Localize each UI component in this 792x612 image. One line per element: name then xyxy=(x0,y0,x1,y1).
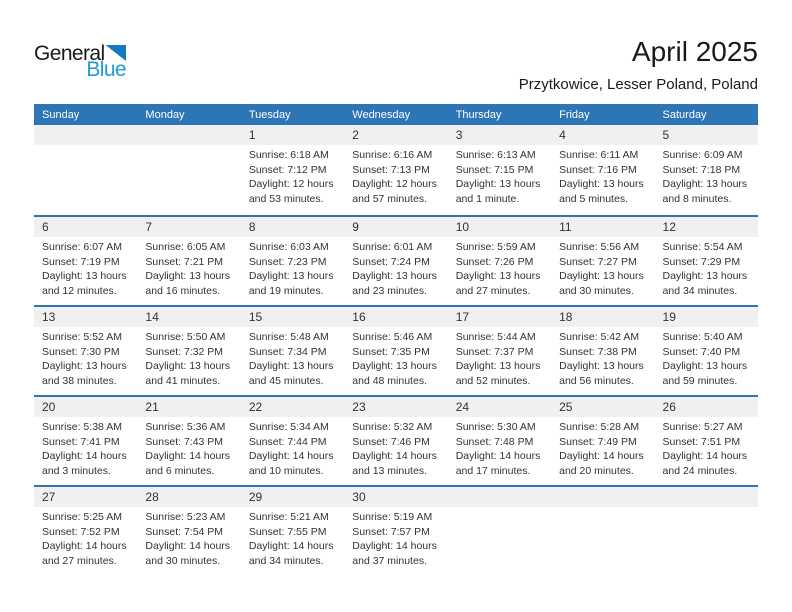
day-details xyxy=(551,327,654,388)
day-number: 5 xyxy=(655,125,758,145)
sunrise-text: Sunrise: 5:52 AM xyxy=(42,331,122,343)
logo-text-blue: Blue xyxy=(86,58,126,81)
sunset-text: Sunset: 7:44 PM xyxy=(248,435,327,448)
calendar-cell-day-28 xyxy=(137,487,240,575)
sunrise-text: Sunrise: 6:16 AM xyxy=(352,149,433,161)
day-number xyxy=(34,125,137,145)
day-details xyxy=(551,237,654,298)
calendar-cell-day-16 xyxy=(344,307,447,395)
day-details xyxy=(137,417,240,478)
day-number: 20 xyxy=(34,397,137,417)
calendar-cell-day-25 xyxy=(551,397,654,485)
calendar-cell-day-10 xyxy=(448,217,551,305)
day-details xyxy=(137,237,240,298)
daylight-text: Daylight: 14 hours and 20 minutes. xyxy=(559,450,644,477)
daylight-text: Daylight: 13 hours and 16 minutes. xyxy=(145,270,231,297)
week-row xyxy=(34,305,758,395)
sunset-text: Sunset: 7:37 PM xyxy=(455,345,534,358)
calendar-cell-day-20 xyxy=(34,397,137,485)
sunset-text: Sunset: 7:38 PM xyxy=(559,345,637,358)
sunrise-text: Sunrise: 5:54 AM xyxy=(662,241,743,253)
daylight-text: Daylight: 13 hours and 19 minutes. xyxy=(248,270,334,297)
sunrise-text: Sunrise: 5:36 AM xyxy=(145,421,226,433)
sunrise-text: Sunrise: 5:59 AM xyxy=(455,241,536,253)
sunset-text: Sunset: 7:24 PM xyxy=(352,255,430,268)
day-number: 4 xyxy=(551,125,654,145)
daylight-text: Daylight: 14 hours and 10 minutes. xyxy=(248,450,334,477)
sunrise-text: Sunrise: 5:44 AM xyxy=(455,331,536,343)
day-details xyxy=(344,145,447,206)
daylight-text: Daylight: 13 hours and 56 minutes. xyxy=(559,360,644,387)
sunrise-text: Sunrise: 5:23 AM xyxy=(145,511,226,523)
daylight-text: Daylight: 13 hours and 48 minutes. xyxy=(352,360,437,387)
sunset-text: Sunset: 7:51 PM xyxy=(662,435,741,448)
calendar-cell-day-6 xyxy=(34,217,137,305)
daylight-text: Daylight: 13 hours and 8 minutes. xyxy=(662,178,748,205)
sunrise-text: Sunrise: 5:56 AM xyxy=(559,241,640,253)
page-title: April 2025 xyxy=(631,36,758,67)
weekday-header-row xyxy=(34,104,758,125)
daylight-text: Daylight: 13 hours and 30 minutes. xyxy=(559,270,644,297)
day-details xyxy=(655,145,758,206)
calendar-cell-day-26 xyxy=(655,397,758,485)
calendar-cell-day-2 xyxy=(344,125,447,215)
day-details xyxy=(448,237,551,298)
day-details xyxy=(448,327,551,388)
day-number: 19 xyxy=(655,307,758,327)
calendar-cell-day-9 xyxy=(344,217,447,305)
daylight-text: Daylight: 14 hours and 37 minutes. xyxy=(352,540,437,567)
sunset-text: Sunset: 7:13 PM xyxy=(352,163,430,176)
calendar-cell-day-1 xyxy=(241,125,344,215)
sunset-text: Sunset: 7:57 PM xyxy=(352,525,430,538)
day-details xyxy=(34,417,137,478)
calendar-cell-day-3 xyxy=(448,125,551,215)
sunset-text: Sunset: 7:54 PM xyxy=(145,525,224,538)
day-number xyxy=(137,125,240,145)
day-number: 27 xyxy=(34,487,137,507)
calendar-cell-day-18 xyxy=(551,307,654,395)
sunset-text: Sunset: 7:52 PM xyxy=(42,525,120,538)
daylight-text: Daylight: 13 hours and 23 minutes. xyxy=(352,270,437,297)
calendar-cell-day-4 xyxy=(551,125,654,215)
day-details xyxy=(34,327,137,388)
daylight-text: Daylight: 14 hours and 17 minutes. xyxy=(455,450,541,477)
day-number: 28 xyxy=(137,487,240,507)
day-details xyxy=(448,417,551,478)
day-details xyxy=(551,417,654,478)
day-details xyxy=(137,507,240,568)
sunset-text: Sunset: 7:18 PM xyxy=(662,163,741,176)
sunset-text: Sunset: 7:26 PM xyxy=(455,255,534,268)
day-number: 12 xyxy=(655,217,758,237)
sunrise-text: Sunrise: 5:19 AM xyxy=(352,511,433,523)
sunrise-text: Sunrise: 5:32 AM xyxy=(352,421,433,433)
day-details xyxy=(241,145,344,206)
weekday-label-tuesday: Tuesday xyxy=(248,108,291,121)
daylight-text: Daylight: 13 hours and 34 minutes. xyxy=(662,270,748,297)
day-number: 7 xyxy=(137,217,240,237)
sunrise-text: Sunrise: 6:05 AM xyxy=(145,241,226,253)
calendar-cell-day-8 xyxy=(241,217,344,305)
daylight-text: Daylight: 14 hours and 6 minutes. xyxy=(145,450,231,477)
logo-text-general: General xyxy=(34,42,105,65)
day-number: 13 xyxy=(34,307,137,327)
weekday-label-sunday: Sunday xyxy=(42,108,80,121)
week-row xyxy=(34,215,758,305)
day-details xyxy=(241,237,344,298)
daylight-text: Daylight: 13 hours and 27 minutes. xyxy=(455,270,541,297)
calendar-cell-empty xyxy=(448,487,551,575)
daylight-text: Daylight: 14 hours and 34 minutes. xyxy=(248,540,334,567)
page-header xyxy=(0,0,792,104)
weekday-label-wednesday: Wednesday xyxy=(352,108,411,121)
daylight-text: Daylight: 14 hours and 30 minutes. xyxy=(145,540,231,567)
day-number: 21 xyxy=(137,397,240,417)
day-number: 25 xyxy=(551,397,654,417)
day-number: 26 xyxy=(655,397,758,417)
daylight-text: Daylight: 13 hours and 59 minutes. xyxy=(662,360,748,387)
daylight-text: Daylight: 14 hours and 13 minutes. xyxy=(352,450,437,477)
week-row xyxy=(34,395,758,485)
day-number: 10 xyxy=(448,217,551,237)
calendar-cell-day-7 xyxy=(137,217,240,305)
day-details xyxy=(551,145,654,206)
sunset-text: Sunset: 7:30 PM xyxy=(42,345,120,358)
calendar-cell-empty xyxy=(137,125,240,215)
day-details xyxy=(655,327,758,388)
day-details xyxy=(448,145,551,206)
calendar-cell-empty xyxy=(34,125,137,215)
sunset-text: Sunset: 7:55 PM xyxy=(248,525,327,538)
daylight-text: Daylight: 14 hours and 24 minutes. xyxy=(662,450,748,477)
calendar-cell-day-27 xyxy=(34,487,137,575)
day-number: 1 xyxy=(241,125,344,145)
calendar-cell-day-11 xyxy=(551,217,654,305)
calendar-cell-day-17 xyxy=(448,307,551,395)
sunset-text: Sunset: 7:23 PM xyxy=(248,255,327,268)
sunset-text: Sunset: 7:32 PM xyxy=(145,345,224,358)
day-details xyxy=(344,327,447,388)
calendar-cell-day-22 xyxy=(241,397,344,485)
day-number: 22 xyxy=(241,397,344,417)
weekday-label-friday: Friday xyxy=(559,108,590,121)
day-details xyxy=(655,237,758,298)
sunrise-text: Sunrise: 5:28 AM xyxy=(559,421,640,433)
sunrise-text: Sunrise: 6:07 AM xyxy=(42,241,122,253)
sunrise-text: Sunrise: 5:34 AM xyxy=(248,421,329,433)
sunset-text: Sunset: 7:40 PM xyxy=(662,345,741,358)
sunrise-text: Sunrise: 6:03 AM xyxy=(248,241,329,253)
calendar-cell-day-21 xyxy=(137,397,240,485)
calendar-table xyxy=(34,104,758,575)
sunset-text: Sunset: 7:41 PM xyxy=(42,435,120,448)
day-number xyxy=(448,487,551,507)
calendar-cell-empty xyxy=(655,487,758,575)
daylight-text: Daylight: 13 hours and 38 minutes. xyxy=(42,360,127,387)
day-number: 29 xyxy=(241,487,344,507)
day-details xyxy=(344,237,447,298)
sunset-text: Sunset: 7:15 PM xyxy=(455,163,534,176)
day-details xyxy=(344,507,447,568)
sunset-text: Sunset: 7:48 PM xyxy=(455,435,534,448)
sunset-text: Sunset: 7:27 PM xyxy=(559,255,637,268)
sunset-text: Sunset: 7:16 PM xyxy=(559,163,637,176)
day-number: 8 xyxy=(241,217,344,237)
day-number: 11 xyxy=(551,217,654,237)
day-number xyxy=(655,487,758,507)
sunrise-text: Sunrise: 5:50 AM xyxy=(145,331,226,343)
sunrise-text: Sunrise: 6:01 AM xyxy=(352,241,433,253)
day-details xyxy=(34,507,137,568)
calendar-cell-day-12 xyxy=(655,217,758,305)
day-number xyxy=(551,487,654,507)
sunset-text: Sunset: 7:49 PM xyxy=(559,435,637,448)
daylight-text: Daylight: 13 hours and 1 minute. xyxy=(455,178,541,205)
sunrise-text: Sunrise: 6:11 AM xyxy=(559,149,639,161)
calendar-weeks xyxy=(34,125,758,575)
daylight-text: Daylight: 13 hours and 12 minutes. xyxy=(42,270,127,297)
sunrise-text: Sunrise: 5:40 AM xyxy=(662,331,743,343)
sunrise-text: Sunrise: 5:25 AM xyxy=(42,511,122,523)
day-number: 9 xyxy=(344,217,447,237)
weekday-label-saturday: Saturday xyxy=(662,108,707,121)
day-details xyxy=(241,327,344,388)
day-number: 2 xyxy=(344,125,447,145)
calendar-cell-day-23 xyxy=(344,397,447,485)
week-row xyxy=(34,125,758,215)
day-details xyxy=(34,237,137,298)
day-number: 16 xyxy=(344,307,447,327)
day-number: 18 xyxy=(551,307,654,327)
daylight-text: Daylight: 12 hours and 57 minutes. xyxy=(352,178,437,205)
sunrise-text: Sunrise: 5:21 AM xyxy=(248,511,329,523)
day-number: 15 xyxy=(241,307,344,327)
calendar-cell-day-13 xyxy=(34,307,137,395)
calendar-cell-day-30 xyxy=(344,487,447,575)
calendar-cell-day-19 xyxy=(655,307,758,395)
day-number: 17 xyxy=(448,307,551,327)
sunset-text: Sunset: 7:43 PM xyxy=(145,435,224,448)
day-details xyxy=(344,417,447,478)
general-blue-logo xyxy=(34,44,126,80)
daylight-text: Daylight: 12 hours and 53 minutes. xyxy=(248,178,334,205)
day-number: 3 xyxy=(448,125,551,145)
calendar-cell-day-5 xyxy=(655,125,758,215)
sunrise-text: Sunrise: 5:38 AM xyxy=(42,421,122,433)
calendar-cell-day-24 xyxy=(448,397,551,485)
daylight-text: Daylight: 14 hours and 27 minutes. xyxy=(42,540,127,567)
calendar-cell-day-29 xyxy=(241,487,344,575)
day-details xyxy=(655,417,758,478)
calendar-cell-day-15 xyxy=(241,307,344,395)
sunset-text: Sunset: 7:29 PM xyxy=(662,255,741,268)
weekday-label-monday: Monday xyxy=(145,108,185,121)
page-subtitle: Przytkowice, Lesser Poland, Poland xyxy=(518,76,758,93)
day-number: 23 xyxy=(344,397,447,417)
day-number: 24 xyxy=(448,397,551,417)
day-number: 30 xyxy=(344,487,447,507)
calendar-cell-day-14 xyxy=(137,307,240,395)
sunrise-text: Sunrise: 6:09 AM xyxy=(662,149,743,161)
sunset-text: Sunset: 7:19 PM xyxy=(42,255,120,268)
day-details xyxy=(137,327,240,388)
daylight-text: Daylight: 13 hours and 41 minutes. xyxy=(145,360,231,387)
day-number: 6 xyxy=(34,217,137,237)
sunrise-text: Sunrise: 6:13 AM xyxy=(455,149,536,161)
daylight-text: Daylight: 14 hours and 3 minutes. xyxy=(42,450,127,477)
week-row xyxy=(34,485,758,575)
day-details xyxy=(241,507,344,568)
sunset-text: Sunset: 7:34 PM xyxy=(248,345,327,358)
sunrise-text: Sunrise: 5:42 AM xyxy=(559,331,640,343)
sunrise-text: Sunrise: 5:46 AM xyxy=(352,331,433,343)
day-number: 14 xyxy=(137,307,240,327)
daylight-text: Daylight: 13 hours and 45 minutes. xyxy=(248,360,334,387)
sunset-text: Sunset: 7:12 PM xyxy=(248,163,327,176)
sunrise-text: Sunrise: 5:30 AM xyxy=(455,421,536,433)
sunrise-text: Sunrise: 5:27 AM xyxy=(662,421,743,433)
daylight-text: Daylight: 13 hours and 5 minutes. xyxy=(559,178,644,205)
sunset-text: Sunset: 7:21 PM xyxy=(145,255,224,268)
sunset-text: Sunset: 7:46 PM xyxy=(352,435,430,448)
sunrise-text: Sunrise: 6:18 AM xyxy=(248,149,329,161)
sunset-text: Sunset: 7:35 PM xyxy=(352,345,430,358)
weekday-label-thursday: Thursday xyxy=(455,108,502,121)
sunrise-text: Sunrise: 5:48 AM xyxy=(248,331,329,343)
calendar-cell-empty xyxy=(551,487,654,575)
daylight-text: Daylight: 13 hours and 52 minutes. xyxy=(455,360,541,387)
day-details xyxy=(241,417,344,478)
